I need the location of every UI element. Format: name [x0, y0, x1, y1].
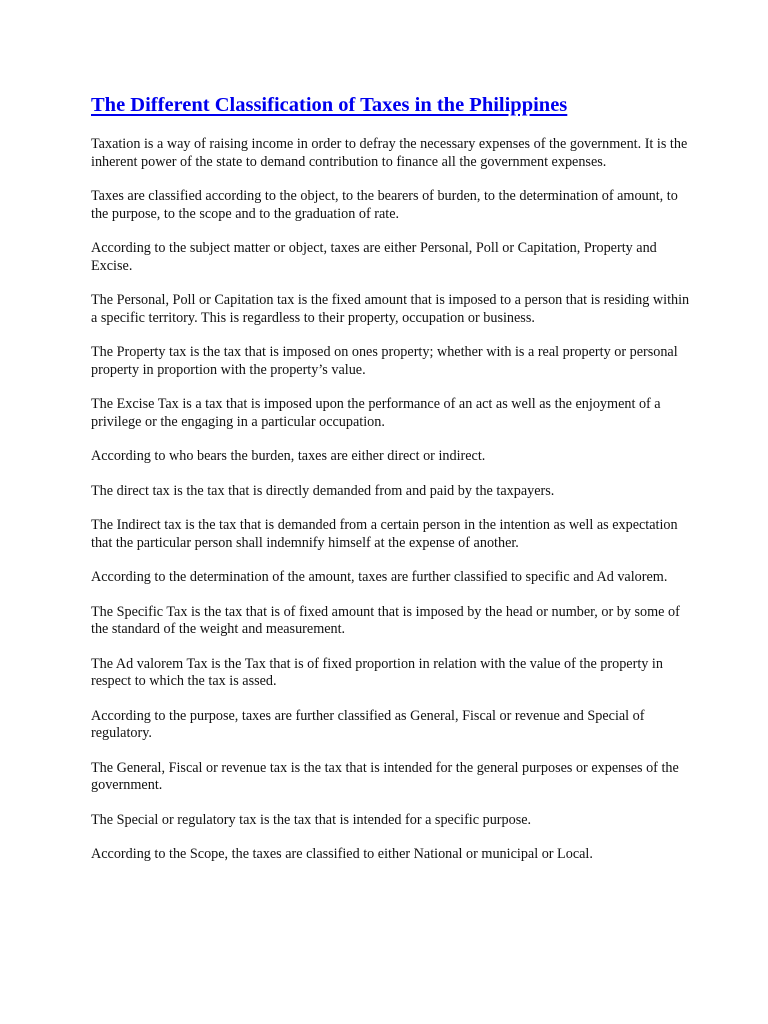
article-title-link[interactable]: The Different Classification of Taxes in the Philippines [91, 94, 568, 116]
paragraph: According to the subject matter or object, taxes are either Personal, Poll or Capitation, Property and Excise. [91, 240, 657, 274]
paragraph: According to who bears the burden, taxes are either direct or indirect. [91, 448, 486, 464]
paragraph: Taxation is a way of raising income in order to defray the necessary expenses of the government. It is the inherent power of the state to demand contribution to finance all the government expenses. [91, 136, 688, 170]
paragraph: The General, Fiscal or revenue tax is the tax that is intended for the general purposes or expenses of the government. [91, 759, 679, 793]
paragraph: Taxes are classified according to the object, to the bearers of burden, to the determination of amount, to the purpose, to the scope and to the graduation of rate. [91, 188, 678, 222]
paragraph: The Excise Tax is a tax that is imposed upon the performance of an act as well as the enjoyment of a privilege or the engaging in a particular occupation. [91, 396, 661, 430]
paragraph: The Specific Tax is the tax that is of fixed amount that is imposed by the head or number, or by some of the standard of the weight and measurement. [91, 603, 680, 637]
article-body [91, 136, 698, 864]
paragraph: According to the determination of the amount, taxes are further classified to specific and Ad valorem. [91, 569, 668, 585]
paragraph: According to the purpose, taxes are further classified as General, Fiscal or revenue and Special of regulatory. [91, 707, 645, 741]
paragraph: The Personal, Poll or Capitation tax is the fixed amount that is imposed to a person that is residing within a specific territory. This is regardless to their property, occupation or business. [91, 292, 690, 326]
paragraph: The Ad valorem Tax is the Tax that is of fixed proportion in relation with the value of the property in respect to which the tax is assed. [91, 655, 663, 689]
paragraph: The Special or regulatory tax is the tax that is intended for a specific purpose. [91, 811, 532, 828]
paragraph: According to the Scope, the taxes are classified to either National or municipal or Local. [91, 846, 593, 862]
paragraph: The Property tax is the tax that is imposed on ones property; whether with is a real property or personal property in proportion with the property’s value. [91, 344, 678, 378]
paragraph: The Indirect tax is the tax that is demanded from a certain person in the intention as well as expectation that the particular person shall indemnify himself at the expense of another. [91, 517, 678, 551]
paragraph: The direct tax is the tax that is directly demanded from and paid by the taxpayers. [91, 482, 555, 499]
